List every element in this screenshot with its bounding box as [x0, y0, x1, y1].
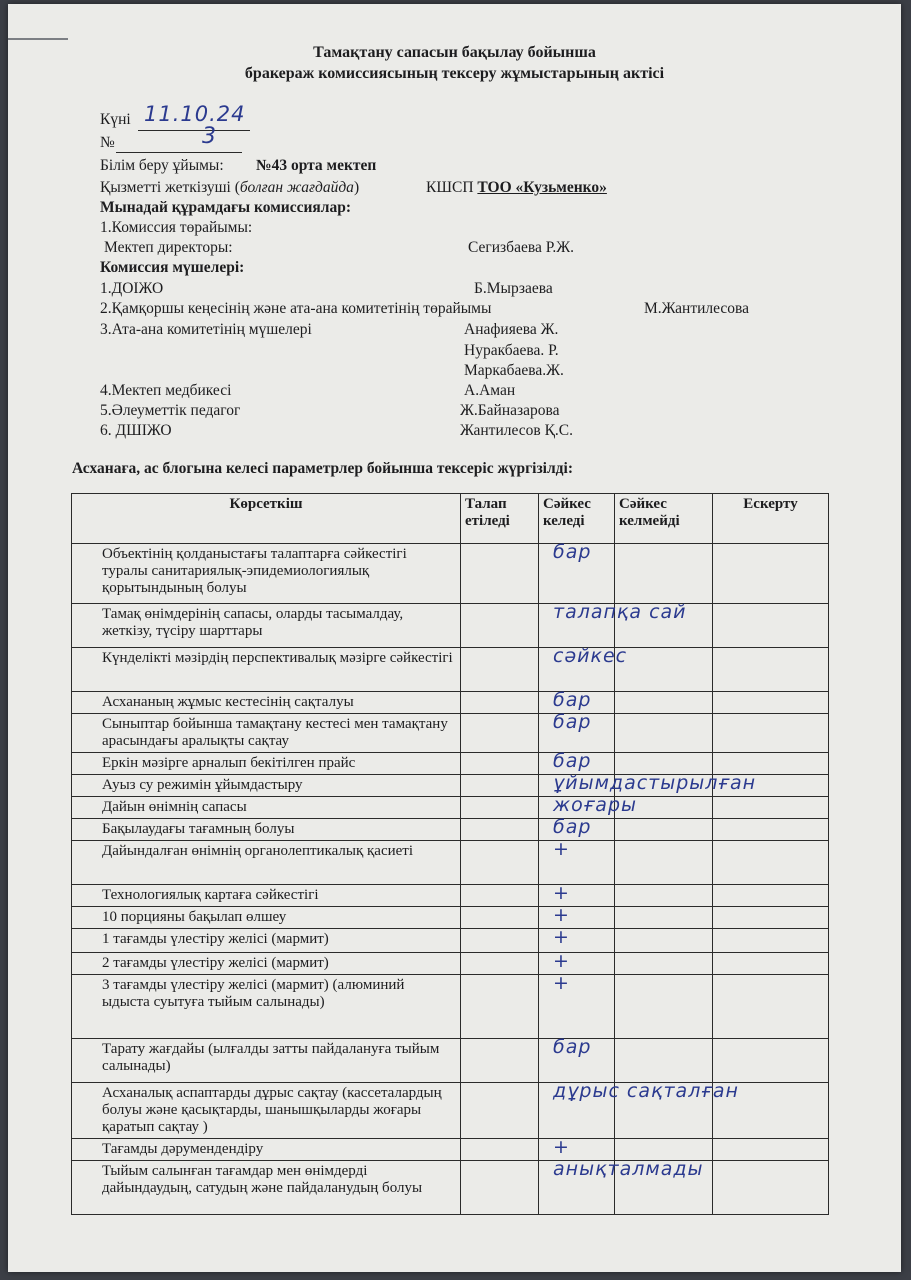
required-cell	[461, 1083, 539, 1139]
director-name: Сегизбаева Р.Ж.	[468, 239, 575, 256]
table-row	[72, 648, 829, 692]
compliant-cell	[539, 1036, 615, 1083]
required-cell	[461, 885, 539, 907]
table-row	[72, 953, 829, 975]
member-name: Ж.Байназарова	[460, 402, 560, 419]
compliant-cell	[539, 601, 687, 648]
noncompliant-cell	[615, 841, 713, 885]
table-row	[72, 1039, 829, 1083]
number-handwritten: 3	[202, 124, 217, 149]
handwritten-note: +	[553, 926, 570, 948]
required-cell	[461, 544, 539, 604]
remark-cell	[713, 648, 829, 692]
indicator-cell: Тарату жағдайы (ылғалды затты пайдалануға тыйым салынады)	[72, 1039, 461, 1083]
remark-cell	[713, 604, 829, 648]
members-heading: Комиссия мүшелері:	[100, 259, 245, 276]
compliant-cell	[539, 950, 615, 975]
compliant-cell	[539, 838, 615, 885]
indicator-cell: Асханалық аспаптарды дұрыс сақтау (кассеталардың болуы және қасықтарды, шанышқыларды жоғары қаратып сақтау )	[72, 1083, 461, 1139]
remark-cell	[713, 907, 829, 929]
member-role: 5.Әлеуметтік педагог	[100, 402, 241, 419]
document-title-line-1: Тамақтану сапасын бақылау бойынша	[313, 44, 596, 61]
required-cell	[461, 929, 539, 953]
table-row	[72, 841, 829, 885]
handwritten-note: ұйымдастырылған	[553, 772, 757, 794]
column-header-note: Ескерту	[713, 494, 829, 544]
remark-cell	[713, 692, 829, 714]
remark-cell	[713, 544, 829, 604]
noncompliant-cell	[615, 1039, 713, 1083]
handwritten-note: талапқа сай	[553, 601, 687, 623]
column-header-compliant: Сәйкес келеді	[539, 494, 615, 544]
handwritten-note: бар	[553, 816, 592, 838]
document-title-line-2: бракераж комиссиясының тексеру жұмыстарының актісі	[244, 65, 665, 82]
handwritten-note: дұрыс сақталған	[553, 1080, 739, 1102]
member-name: А.Аман	[464, 382, 516, 399]
member-name: Маркабаева.Ж.	[464, 362, 564, 379]
compliant-cell	[539, 972, 615, 1039]
table-row	[72, 975, 829, 1039]
member-role: 3.Ата-ана комитетінің мүшелері	[100, 321, 312, 338]
director-role: Мектеп директоры:	[104, 239, 233, 256]
compliant-cell	[539, 1158, 704, 1215]
indicator-cell: 3 тағамды үлестіру желісі (мармит) (алюминий ыдыста суытуға тыйым салынады)	[72, 975, 461, 1039]
member-name: М.Жантилесова	[644, 300, 750, 317]
table-row	[72, 1139, 829, 1161]
member-name: Б.Мырзаева	[474, 280, 553, 297]
table-row	[72, 775, 829, 797]
member-name: Нуракбаева. Р.	[464, 342, 559, 359]
handwritten-note: +	[553, 904, 570, 926]
section-heading: Асханаға, ас блогына келесі параметрлер бойынша тексеріс жүргізілді:	[72, 460, 573, 477]
handwritten-note: бар	[553, 1036, 592, 1058]
handwritten-note: жоғары	[553, 794, 638, 816]
member-role: 2.Қамқоршы кеңесінің және ата-ана комитетінің төрайымы	[100, 300, 492, 317]
required-cell	[461, 819, 539, 841]
member-role: 1.ДОІЖО	[100, 280, 164, 297]
table-row	[72, 692, 829, 714]
noncompliant-cell	[615, 819, 713, 841]
required-cell	[461, 775, 539, 797]
compliant-cell	[539, 541, 615, 604]
commission-heading: Мынадай құрамдағы комиссиялар:	[100, 199, 351, 216]
indicator-cell: Дайындалған өнімнің органолептикалық қасиеті	[72, 841, 461, 885]
date-fill-line	[138, 130, 250, 131]
table-row	[72, 797, 829, 819]
compliant-cell	[539, 816, 615, 841]
noncompliant-cell	[615, 714, 713, 753]
org-value: №43 орта мектеп	[256, 157, 377, 174]
handwritten-note: анықталмады	[553, 1158, 704, 1180]
remark-cell	[713, 1161, 829, 1215]
indicator-cell: 2 тағамды үлестіру желісі (мармит)	[72, 953, 461, 975]
compliant-cell	[539, 882, 615, 907]
remark-cell	[713, 885, 829, 907]
required-cell	[461, 692, 539, 714]
handwritten-note: +	[553, 1136, 570, 1158]
handwritten-note: сәйкес	[553, 645, 628, 667]
noncompliant-cell	[615, 975, 713, 1039]
date-label: Күні	[100, 111, 131, 128]
handwritten-note: бар	[553, 689, 592, 711]
column-header-indicator: Көрсеткіш	[72, 494, 461, 544]
table-row	[72, 929, 829, 953]
required-cell	[461, 841, 539, 885]
member-name: Жантилесов Қ.С.	[460, 422, 573, 439]
table-row	[72, 885, 829, 907]
indicator-cell: Дайын өнімнің сапасы	[72, 797, 461, 819]
handwritten-note: бар	[553, 541, 592, 563]
table-row	[72, 819, 829, 841]
indicator-cell: Ауыз су режимін ұйымдастыру	[72, 775, 461, 797]
required-cell	[461, 953, 539, 975]
handwritten-note: +	[553, 972, 570, 994]
noncompliant-cell	[615, 885, 713, 907]
indicator-cell: Сыныптар бойынша тамақтану кестесі мен тамақтану арасындағы аралықты сақтау	[72, 714, 461, 753]
org-label: Білім беру ұйымы:	[100, 157, 224, 174]
table-row	[72, 544, 829, 604]
table-row	[72, 604, 829, 648]
document-page	[8, 4, 901, 1272]
required-cell	[461, 797, 539, 819]
required-cell	[461, 648, 539, 692]
indicator-cell: Объектінің қолданыстағы талаптарға сәйкестігі туралы санитариялық-эпидемиологиялық қорытындының болуы	[72, 544, 461, 604]
indicator-cell: Тыйым салынған тағамдар мен өнімдерді дайындаудың, сатудың және пайдаланудың болуы	[72, 1161, 461, 1215]
member-role: 6. ДШІЖО	[100, 422, 172, 439]
table-row	[72, 714, 829, 753]
required-cell	[461, 975, 539, 1039]
column-header-required: Талап етіледі	[461, 494, 539, 544]
inspection-table	[71, 493, 829, 1215]
noncompliant-cell	[615, 929, 713, 953]
table-row	[72, 907, 829, 929]
number-label: №	[100, 134, 115, 151]
chair-line: 1.Комиссия төрайымы:	[100, 219, 253, 236]
handwritten-note: +	[553, 950, 570, 972]
noncompliant-cell	[615, 648, 713, 692]
remark-cell	[713, 1039, 829, 1083]
indicator-cell: Технологиялық картаға сәйкестігі	[72, 885, 461, 907]
table-row	[72, 1083, 829, 1139]
compliant-cell	[539, 711, 615, 753]
handwritten-note: бар	[553, 711, 592, 733]
handwritten-note: +	[553, 882, 570, 904]
indicator-cell: 1 тағамды үлестіру желісі (мармит)	[72, 929, 461, 953]
remark-cell	[713, 714, 829, 753]
compliant-cell	[539, 926, 615, 953]
remark-cell	[713, 1139, 829, 1161]
required-cell	[461, 1139, 539, 1161]
number-fill-line	[116, 152, 242, 153]
remark-cell	[713, 841, 829, 885]
indicator-cell: Күнделікті мәзірдің перспективалық мәзірге сәйкестігі	[72, 648, 461, 692]
table-row	[72, 1161, 829, 1215]
remark-cell	[713, 797, 829, 819]
remark-cell	[713, 975, 829, 1039]
indicator-cell: Еркін мәзірге арналып бекітілген прайс	[72, 753, 461, 775]
indicator-cell: Бақылаудағы тағамның болуы	[72, 819, 461, 841]
table-header-row	[72, 494, 829, 544]
paper-fold-mark	[8, 38, 68, 40]
remark-cell	[713, 819, 829, 841]
indicator-cell: Тамақ өнімдерінің сапасы, оларды тасымалдау, жеткізу, түсіру шарттары	[72, 604, 461, 648]
handwritten-note: +	[553, 838, 570, 860]
supplier-value: КШСП ТОО «Кузьменко»	[426, 179, 607, 196]
indicator-cell: Асхананың жұмыс кестесінің сақталуы	[72, 692, 461, 714]
handwritten-note: бар	[553, 750, 592, 772]
required-cell	[461, 907, 539, 929]
remark-cell	[713, 929, 829, 953]
noncompliant-cell	[615, 953, 713, 975]
noncompliant-cell	[615, 907, 713, 929]
supplier-label: Қызметті жеткізуші (болған жағдайда)	[100, 179, 360, 196]
compliant-cell	[539, 645, 628, 692]
required-cell	[461, 714, 539, 753]
required-cell	[461, 1161, 539, 1215]
indicator-cell: Тағамды дәрумендендіру	[72, 1139, 461, 1161]
required-cell	[461, 1039, 539, 1083]
compliant-cell	[539, 904, 615, 929]
member-name: Анафияева Ж.	[464, 321, 559, 338]
column-header-noncompliant: Сәйкес келмейді	[615, 494, 713, 544]
compliant-cell	[539, 1080, 739, 1139]
indicator-cell: 10 порцияны бақылап өлшеу	[72, 907, 461, 929]
remark-cell	[713, 953, 829, 975]
date-handwritten: 11.10.24	[144, 102, 246, 126]
required-cell	[461, 753, 539, 775]
required-cell	[461, 604, 539, 648]
noncompliant-cell	[615, 692, 713, 714]
noncompliant-cell	[615, 544, 713, 604]
member-role: 4.Мектеп медбикесі	[100, 382, 232, 399]
